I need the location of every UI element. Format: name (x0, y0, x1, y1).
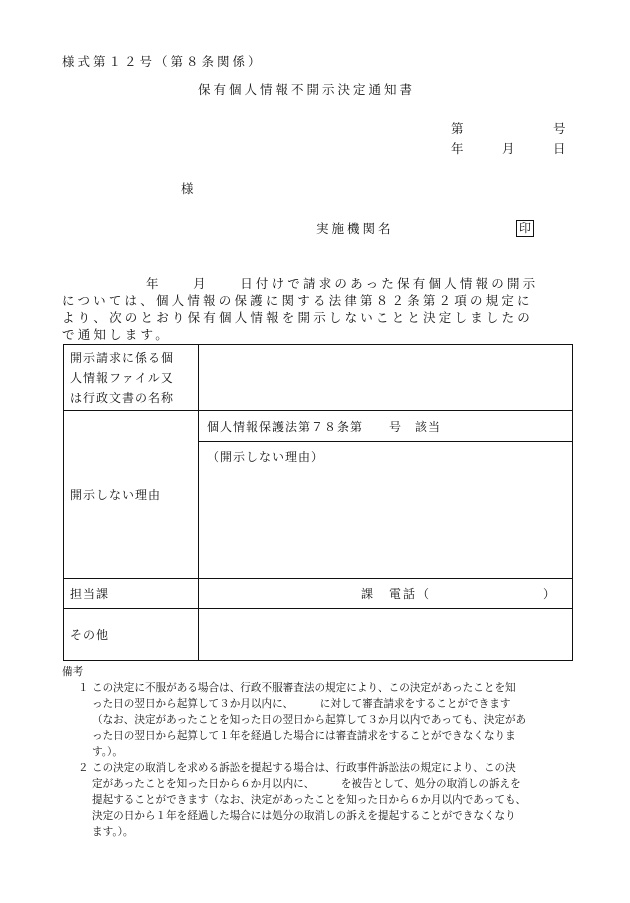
body-line: 年 月 日付けで請求のあった保有個人情報の開示 (146, 276, 539, 291)
other-label: その他 (64, 609, 199, 661)
reason-detail[interactable]: （開示しない理由） (199, 442, 573, 579)
date-day: 日 (553, 141, 569, 156)
body-paragraph (62, 275, 568, 343)
note-item: ２ この決定の取消しを求める訴訟を提起する場合は、行政事件訴訟法の規定により、この決 定があったことを知った日から６か月以内に、 を被告として、処分の取消しの訴えを 提起することができます（なお、決定があったことを知った日から６か月以内であっても、 決定の日から１年を経過した場合には処分の取消しの訴えを提起することができなくなり ます。）。 (78, 762, 527, 838)
file-name-label: 開示請求に係る個 人情報ファイル又 は行政文書の名称 (64, 345, 199, 411)
ref-go: 号 (553, 121, 569, 136)
reason-article: 個人情報保護法第７８条第 号 該当 (199, 411, 573, 442)
reason-label: 開示しない理由 (64, 411, 199, 579)
date-month: 月 (502, 141, 518, 156)
date-year: 年 (451, 141, 467, 156)
decision-table (63, 344, 573, 661)
seal-text: 印 (516, 220, 534, 237)
body-line: については、個人情報の保護に関する法律第８２条第２項の規定に (62, 293, 533, 308)
table-row (64, 345, 573, 411)
notes-section (62, 664, 572, 840)
seal-mark (516, 217, 534, 237)
note-number: １ (78, 682, 89, 694)
body-line: で通知します。 (62, 327, 171, 342)
dept-label: 担当課 (64, 579, 199, 609)
body-line: より、次のとおり保有個人情報を開示しないことと決定しましたの (62, 310, 534, 325)
addressee-suffix: 様 (181, 181, 197, 196)
note-number: ２ (78, 762, 89, 774)
agency-label: 実施機関名 (316, 221, 394, 236)
note-item: １ この決定に不服がある場合は、行政不服審査法の規定により、この決定があったことを知 った日の翌日から起算して３か月以内に、 に対して審査請求をすることができます （なお、決定があったことを知った日の翌日から起算して３か月以内であっても、決定があ った日の翌日から起算して１年を経過した場合には審査請求をすることができなくなりま す。）。 (78, 682, 527, 758)
other-value[interactable] (199, 609, 573, 661)
table-row (64, 411, 573, 442)
document-title: 保有個人情報不開示決定通知書 (198, 82, 416, 97)
table-row (64, 609, 573, 661)
table-row (64, 579, 573, 609)
file-name-value[interactable] (199, 345, 573, 411)
ref-dai: 第 (451, 121, 467, 136)
notes-heading: 備考 (62, 666, 84, 678)
dept-value: 課 電話（ ） (199, 579, 573, 609)
form-number: 様式第１２号（第８条関係） (62, 54, 264, 69)
